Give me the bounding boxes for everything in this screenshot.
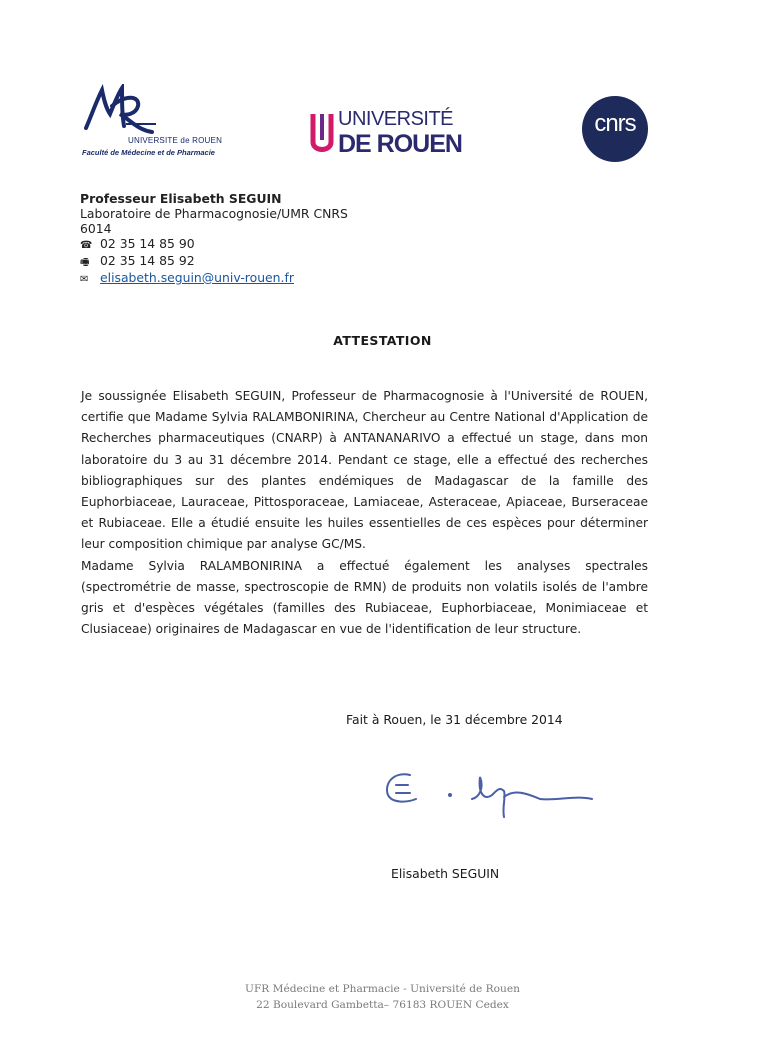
author-fax: 02 35 14 85 92 bbox=[100, 253, 195, 268]
signer-name: Elisabeth SEGUIN bbox=[391, 866, 500, 881]
signature-icon bbox=[380, 763, 600, 823]
cnrs-logo-text: cnrs bbox=[594, 110, 636, 137]
cnrs-logo bbox=[582, 96, 648, 162]
place-date: Fait à Rouen, le 31 décembre 2014 bbox=[346, 712, 563, 727]
footer-line1: UFR Médecine et Pharmacie - Université de Rouen bbox=[245, 983, 520, 995]
faculty-logo bbox=[80, 84, 260, 164]
body-paragraph-2: Madame Sylvia RALAMBONIRINA a effectué également les analyses spectrales (spectrométrie de masse, spectroscopie de RMN) de produits non volatils isolés de l'ambre gris et d'espèces végétales (familles des Rubiaceae, Euphorbiaceae, Monimiaceae et Clusiaceae) originaires de Madagascar en vue de l'identification de leur structure. bbox=[81, 558, 648, 637]
author-contact-block bbox=[80, 191, 348, 287]
document-body bbox=[81, 386, 648, 640]
author-lab-line2: 6014 bbox=[80, 221, 112, 236]
university-logo bbox=[310, 108, 470, 164]
author-lab-line1: Laboratoire de Pharmacognosie/UMR CNRS bbox=[80, 206, 348, 221]
email-icon: ✉ bbox=[80, 274, 89, 285]
body-paragraph-1: Je soussignée Elisabeth SEGUIN, Professeur de Pharmacognosie à l'Université de ROUEN, certifie que Madame Sylvia RALAMBONIRINA, Chercheur au Centre National d'Application de Recherches pharmaceutiques (CNARP) à ANTANANARIVO a effectué un stage, dans mon laboratoire du 3 au 31 décembre 2014. Pendant ce stage, elle a effectué des recherches bibliographiques sur des plantes endémiques de Madagascar de la famille des Euphorbiaceae, Lauraceae, Pittosporaceae, Lamiaceae, Asteraceae, Apiaceae, Burseraceae et Rubiaceae. Elle a étudié ensuite les huiles essentielles de ces espèces pour déterminer leur composition chimique par analyse GC/MS. bbox=[81, 389, 648, 552]
university-u-icon bbox=[310, 112, 334, 156]
author-email-link[interactable]: elisabeth.seguin@univ-rouen.fr bbox=[100, 270, 294, 285]
author-name: Professeur Elisabeth SEGUIN bbox=[80, 191, 282, 206]
faculty-logo-faculty: Faculté de Médecine et de Pharmacie bbox=[82, 148, 215, 157]
author-phone: 02 35 14 85 90 bbox=[100, 236, 195, 251]
mr-monogram-icon bbox=[82, 84, 162, 144]
university-logo-line2: DE ROUEN bbox=[338, 130, 462, 158]
footer bbox=[0, 981, 765, 1013]
fax-icon: 🖷 bbox=[80, 257, 90, 268]
document-title: ATTESTATION bbox=[333, 333, 432, 348]
phone-icon: ☎ bbox=[80, 240, 93, 251]
faculty-logo-university: UNIVERSITE de ROUEN bbox=[128, 136, 223, 145]
footer-line2: 22 Boulevard Gambetta– 76183 ROUEN Cedex bbox=[256, 999, 509, 1011]
university-logo-line1: UNIVERSITÉ bbox=[338, 108, 454, 130]
